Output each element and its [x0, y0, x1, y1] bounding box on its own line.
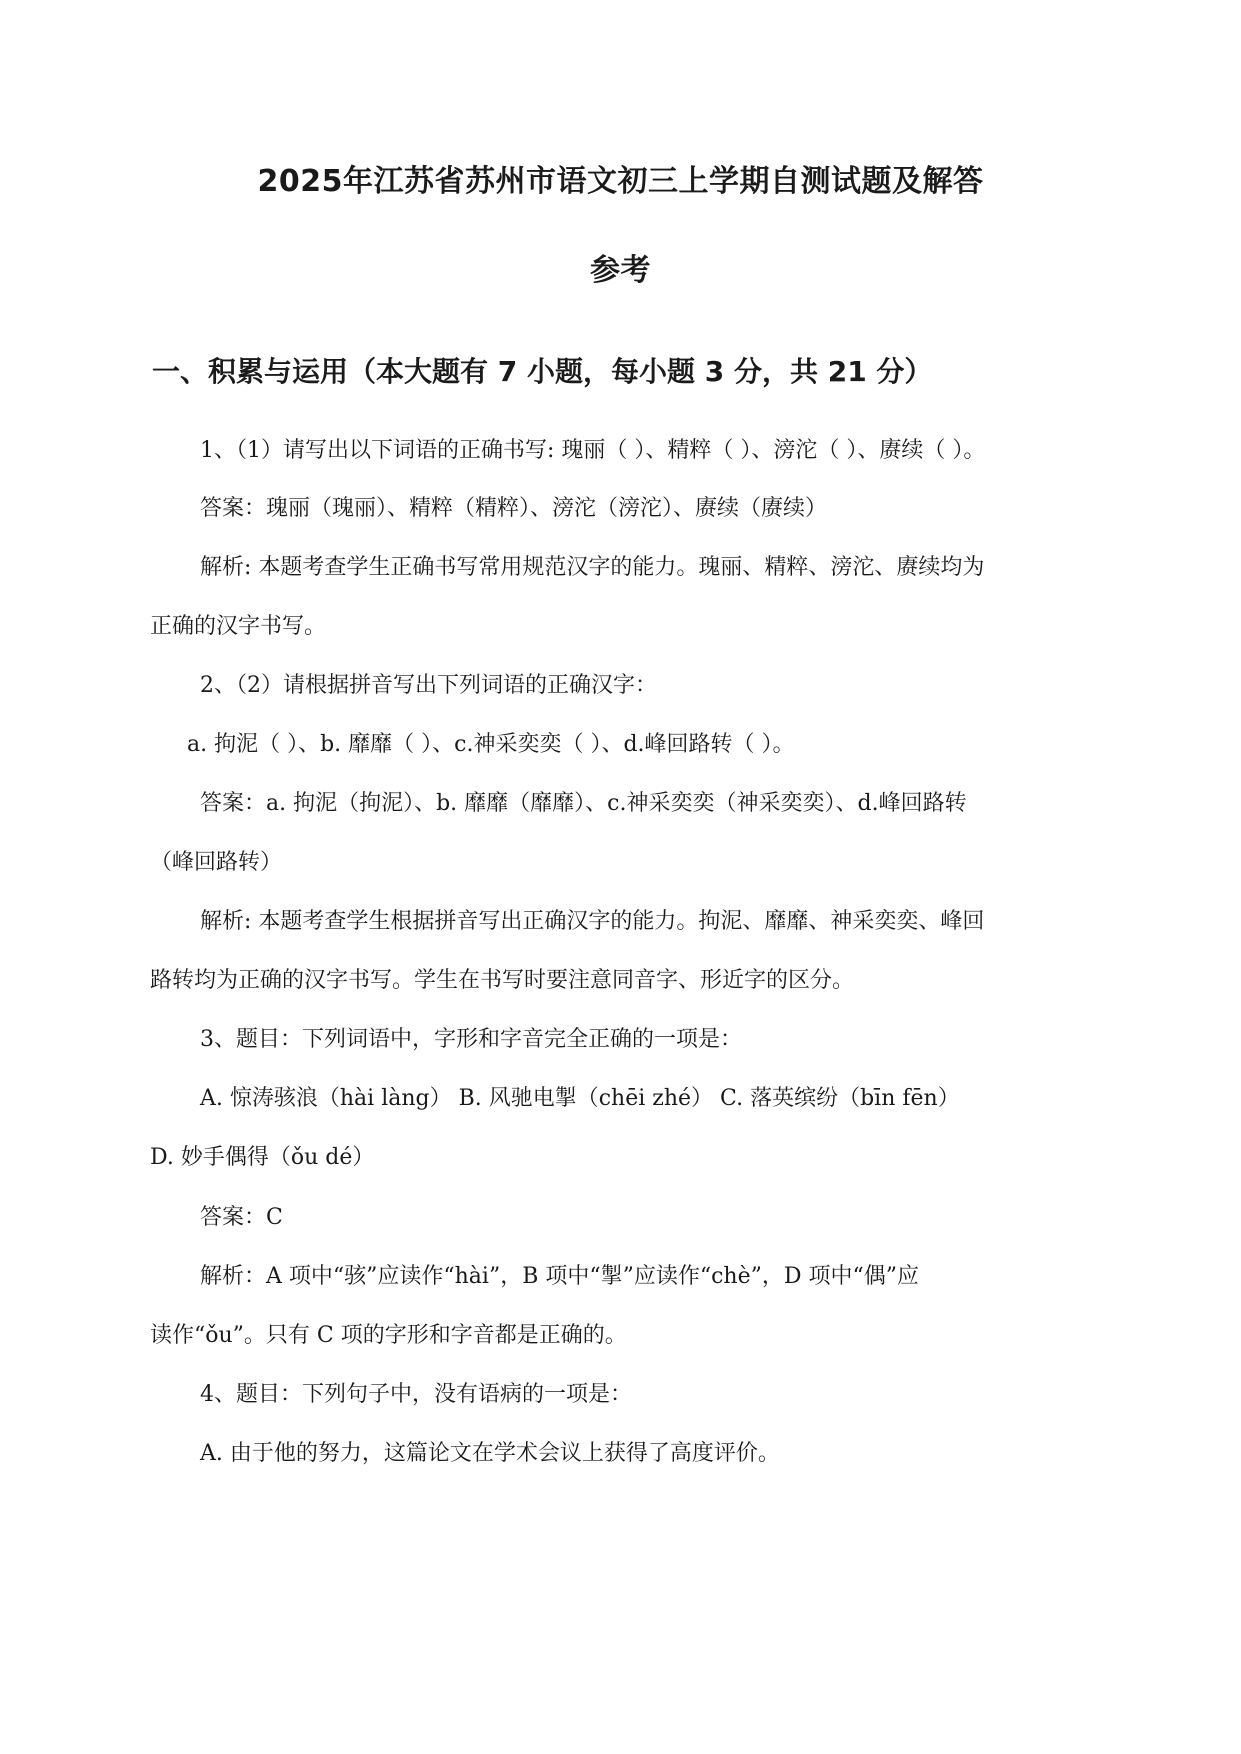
- q2-answer-line-2: （峰回路转）: [150, 850, 283, 875]
- q4-option-a: A. 由于他的努力，这篇论文在学术会议上获得了高度评价。: [200, 1441, 780, 1466]
- document-title-line-2: 参考: [590, 253, 651, 288]
- section-heading: 一、积累与运用（本大题有 7 小题，每小题 3 分，共 21 分）: [152, 355, 933, 388]
- q1-question: 1、（1）请写出以下词语的正确书写: 瑰丽（ ）、精粹（ ）、滂沱（ ）、赓续（ ）。: [200, 438, 986, 463]
- q1-answer: 答案：瑰丽（瑰丽）、精粹（精粹）、滂沱（滂沱）、赓续（赓续）: [200, 496, 828, 521]
- q2-question: 2、（2）请根据拼音写出下列词语的正确汉字：: [200, 673, 657, 698]
- q3-analysis-line-1: 解析：A 项中“骇”应读作“hài”，B 项中“掣”应读作“chè”，D 项中“偶”应: [200, 1264, 919, 1289]
- q1-analysis-line-2: 正确的汉字书写。: [150, 614, 327, 639]
- q1-analysis-line-1: 解析: 本题考查学生正确书写常用规范汉字的能力。瑰丽、精粹、滂沱、赓续均为: [200, 555, 985, 580]
- q2-analysis-line-1: 解析: 本题考查学生根据拼音写出正确汉字的能力。拘泥、靡靡、神采奕奕、峰回: [200, 909, 985, 934]
- q3-options-line-2: D. 妙手偶得（ǒu dé）: [150, 1145, 375, 1170]
- q3-analysis-line-2: 读作“ǒu”。只有 C 项的字形和字音都是正确的。: [150, 1323, 627, 1348]
- q2-answer-line-1: 答案：a. 拘泥（拘泥）、b. 靡靡（靡靡）、c.神采奕奕（神采奕奕）、d.峰回路转: [200, 791, 967, 816]
- q3-options-line-1: A. 惊涛骇浪（hài làng） B. 风驰电掣（chēi zhé） C. 落英缤纷（bīn fēn）: [200, 1086, 960, 1111]
- q2-options: a. 拘泥（ ）、b. 靡靡（ ）、c.神采奕奕（ ）、d.峰回路转（ ）。: [187, 732, 795, 757]
- q3-answer: 答案：C: [200, 1205, 283, 1230]
- q3-question: 3、题目：下列词语中，字形和字音完全正确的一项是：: [200, 1027, 742, 1052]
- q2-analysis-line-2: 路转均为正确的汉字书写。学生在书写时要注意同音字、形近字的区分。: [150, 968, 855, 993]
- q4-question: 4、题目：下列句子中，没有语病的一项是：: [200, 1382, 632, 1407]
- document-title-line-1: 2025年江苏省苏州市语文初三上学期自测试题及解答: [257, 164, 984, 199]
